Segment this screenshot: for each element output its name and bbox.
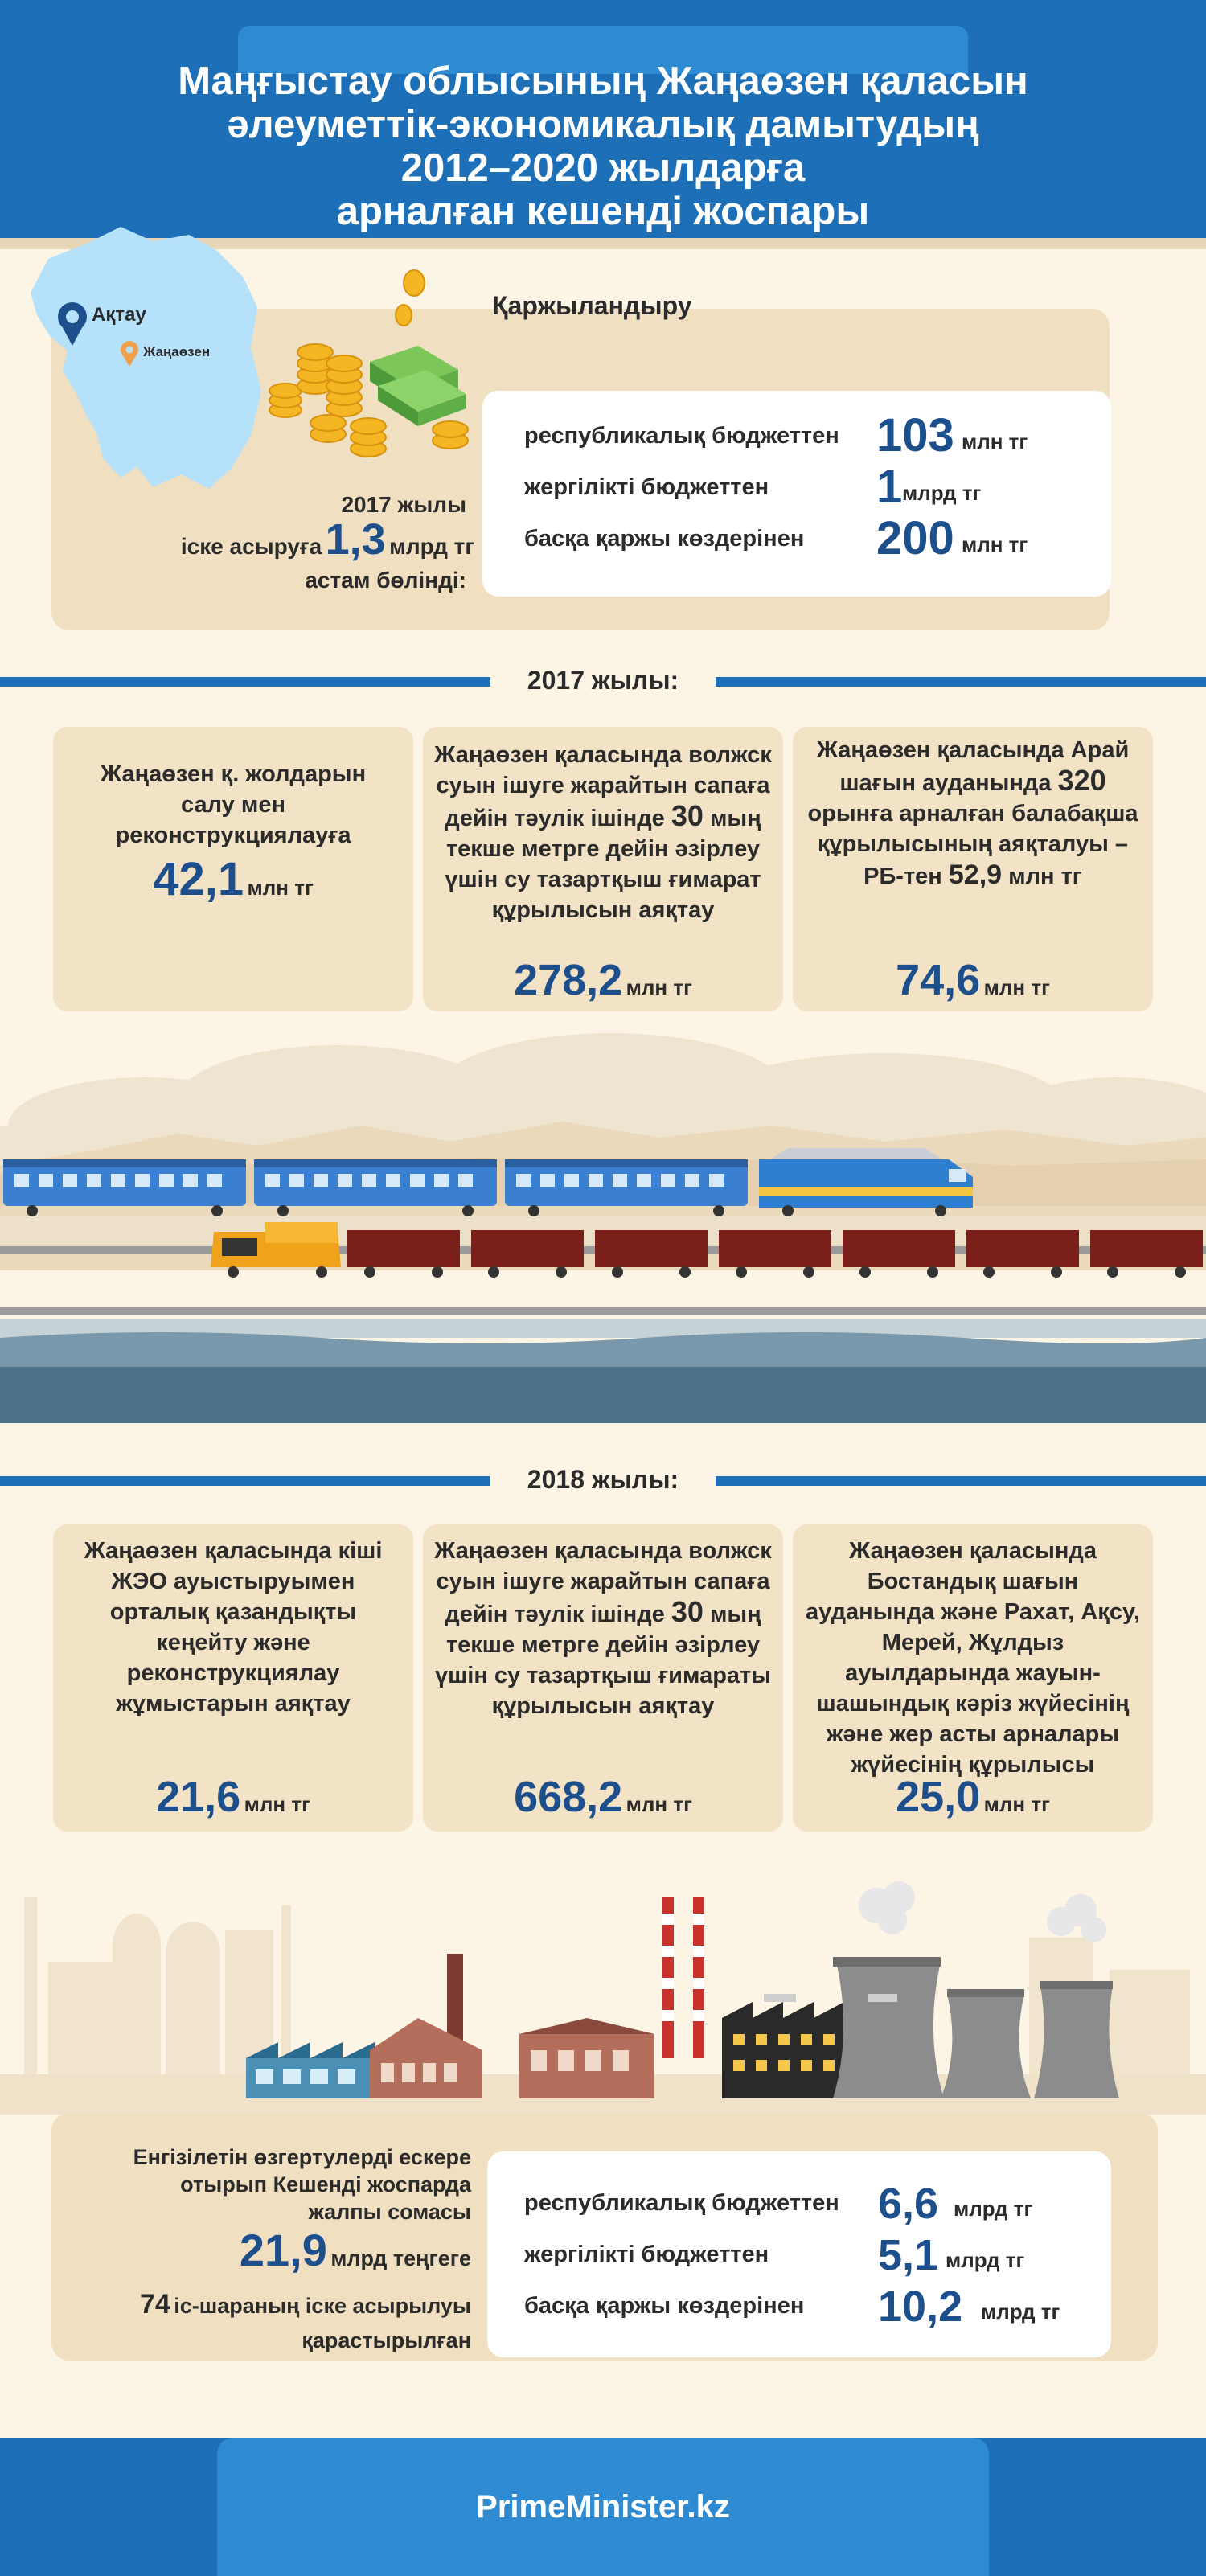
project-card-text-part: млн тг — [1008, 863, 1082, 889]
city-label-aktau: Ақтау — [92, 304, 146, 326]
summary-text — [64, 2143, 471, 2354]
summary-row-value: 10,2 — [878, 2283, 963, 2331]
section-rule-right — [716, 1476, 1206, 1486]
project-card-inline-number: 320 — [1057, 764, 1106, 797]
city-label-zhanaozen: Жаңаөзен — [143, 344, 211, 359]
section-heading-2018: 2018 жылы: — [527, 1465, 679, 1494]
funding-row-label: жергілікті бюджеттен — [524, 474, 769, 500]
money-coins-icon — [265, 265, 490, 474]
summary-row-label: республикалық бюджеттен — [524, 2190, 839, 2216]
project-card-amount — [53, 852, 413, 906]
funding-row-unit: млн тг — [962, 429, 1028, 453]
funding-intro-unit: млрд тг — [389, 534, 474, 559]
funding-row — [524, 463, 1119, 515]
title-line: Маңғыстау облысының Жаңаөзен қаласын — [178, 59, 1028, 103]
project-card-text: Жаңаөзен қаласында Бостандық шағын ауданында және Рахат, Ақсу, Мерей, Жұлдыз ауылдарында жауын-шашындық кәріз жүйесінің және жер асты арналары жүйесінің құрылысы — [806, 1538, 1140, 1778]
summary-count — [64, 2287, 471, 2327]
summary-count-text: іс-шараның іске асырылуы — [174, 2294, 471, 2318]
summary-row-label: жергілікті бюджеттен — [524, 2242, 769, 2267]
summary-line: Енгізілетін өзгертулерді ескере — [133, 2145, 471, 2169]
title-line: 2012–2020 жылдарға — [400, 146, 806, 190]
summary-line: отырып Кешенді жоспарда — [180, 2172, 471, 2197]
project-card-text-part: РБ-тен — [863, 863, 942, 889]
footer-site-link[interactable]: PrimeMinister.kz — [476, 2489, 730, 2525]
summary-row-value: 5,1 — [878, 2231, 939, 2279]
section-heading-2017: 2017 жылы: — [527, 666, 679, 695]
section-rule-left — [0, 1476, 490, 1486]
summary-line: қарастырылған — [302, 2328, 471, 2352]
project-card-value: 21,6 — [156, 1773, 241, 1821]
project-card-unit: млн тг — [983, 975, 1050, 999]
summary-row — [524, 2230, 1103, 2282]
project-card-unit: млн тг — [983, 1792, 1050, 1816]
summary-row-unit: млрд тг — [981, 2299, 1060, 2324]
summary-row — [524, 2179, 1103, 2230]
project-card-text-part: мың текше метрге дейін әзірлеу үшін су тазартқыш ғимараты құрылысын аяқтау — [434, 1602, 772, 1719]
project-card-amount — [793, 955, 1153, 1005]
summary-row-value: 6,6 — [878, 2180, 939, 2228]
funding-row-unit: млрд тг — [902, 481, 982, 505]
project-card-unit: млн тг — [626, 975, 692, 999]
funding-heading: Қаржыландыру — [492, 291, 692, 320]
project-card-inline-number: 30 — [671, 799, 704, 832]
section-rule-left — [0, 677, 490, 687]
funding-row — [524, 409, 1119, 463]
project-card-unit: млн тг — [244, 1792, 310, 1816]
funding-row-unit: млн тг — [962, 532, 1028, 556]
summary-line: жалпы сомасы — [308, 2200, 471, 2224]
funding-row-value: 103 — [876, 409, 954, 461]
funding-intro-value: 1,3 — [325, 515, 386, 564]
funding-intro-amount — [121, 515, 474, 564]
project-card-text: Жаңаөзен қ. жолдарын салу мен реконструкциялауға — [100, 761, 367, 848]
funding-row-value: 200 — [876, 512, 954, 564]
title-line: әлеуметтік-экономикалық дамытудың — [227, 103, 979, 146]
project-card-inline-number: 30 — [671, 1595, 704, 1628]
summary-row-unit: млрд тг — [946, 2248, 1025, 2272]
project-card-text — [804, 735, 1142, 892]
project-card-amount — [423, 1772, 783, 1822]
project-card-subline — [804, 859, 1142, 892]
project-card-value: 278,2 — [514, 956, 623, 1004]
factory-illustration — [0, 1873, 1206, 2115]
project-card-amount — [53, 1772, 413, 1822]
summary-sources-list — [524, 2179, 1103, 2333]
project-card-amount — [423, 955, 783, 1005]
project-card-value: 74,6 — [896, 956, 981, 1004]
funding-intro-year: 2017 жылы — [341, 492, 466, 517]
train-landscape-illustration — [0, 1005, 1206, 1423]
project-card-value: 668,2 — [514, 1773, 623, 1821]
section-rule-right — [716, 677, 1206, 687]
funding-intro-tail: астам бөлінді: — [305, 568, 466, 593]
summary-count-value: 74 — [139, 2289, 170, 2320]
summary-row-unit: млрд тг — [954, 2197, 1033, 2221]
funding-row — [524, 512, 1119, 566]
project-card-text-part: Жаңаөзен қаласында волжск суын ішуге жарайтын сапаға дейін тәулік ішінде — [434, 742, 772, 831]
project-card-text-part: мың текше метрге дейін әзірлеу үшін су тазартқыш ғимарат құрылысын аяқтау — [445, 806, 761, 923]
summary-total-value: 21,9 — [239, 2225, 327, 2275]
project-card-text-part: орынға арналған балабақша құрылысының аяқталуы – — [807, 801, 1138, 857]
project-card-amount — [793, 1772, 1153, 1822]
project-card-unit: млн тг — [626, 1792, 692, 1816]
funding-intro-text: іске асыруға — [180, 534, 322, 559]
title-line: арналған кешенді жоспары — [336, 190, 870, 233]
project-card-text-part: Жаңаөзен қаласында волжск суын ішуге жарайтын сапаға дейін тәулік ішінде — [434, 1538, 772, 1627]
funding-row-label: республикалық бюджеттен — [524, 423, 839, 449]
funding-row-label: басқа қаржы көздерінен — [524, 526, 805, 552]
funding-sources-list — [524, 409, 1119, 566]
summary-total — [64, 2225, 471, 2287]
project-card-unit: млн тг — [247, 876, 314, 900]
project-card-value: 42,1 — [153, 853, 244, 905]
project-card-text — [434, 740, 772, 925]
project-card-text-part: Жаңаөзен қаласында Арай шағын ауданында — [816, 737, 1130, 796]
summary-row-label: басқа қаржы көздерінен — [524, 2293, 805, 2319]
summary-row — [524, 2282, 1103, 2333]
project-card-inline-number: 52,9 — [948, 859, 1003, 890]
project-card-text — [426, 1536, 780, 1721]
project-card-value: 25,0 — [896, 1773, 981, 1821]
funding-row-value: 1 — [876, 461, 903, 513]
summary-total-unit: млрд теңгеге — [330, 2246, 471, 2270]
project-card-text: Жаңаөзен қаласында кіші ЖЭО ауыстыруымен орталық қазандықты кеңейту және реконструкциялау жұмыстарын аяқтау — [84, 1538, 383, 1717]
